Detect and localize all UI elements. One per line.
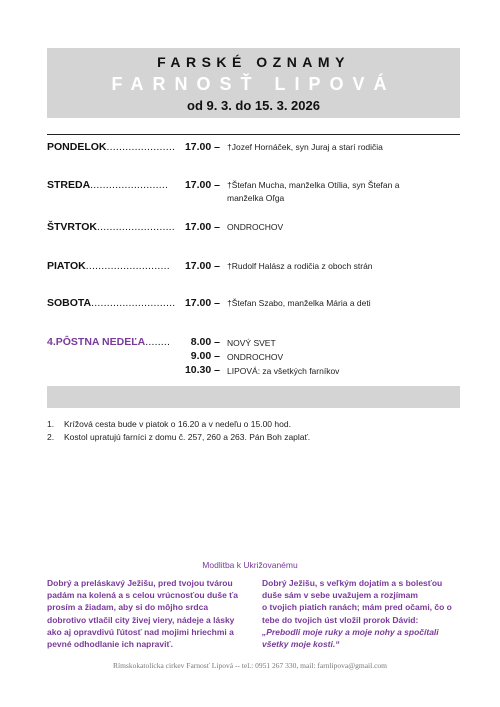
mass-intention: †Rudolf Halász a rodičia z oboch strán: [227, 261, 373, 271]
mass-intention: [227, 179, 399, 205]
day-label: 4.PÔSTNA NEDEĽA: [47, 336, 146, 348]
mass-time: 9.00 –: [190, 350, 220, 362]
header-band: [47, 48, 460, 118]
mass-time: 17.00 –: [184, 179, 220, 191]
mass-time: 10.30 –: [184, 364, 220, 376]
prayer-line: dobrotivo vtlačil city živej viery, nádeje a lásky: [47, 614, 235, 625]
item-number: 1.: [47, 419, 55, 429]
prayer-line: tebe do tvojich úst vložil prorok Dávid:: [262, 614, 419, 625]
prayer-right-column: [262, 577, 452, 650]
prayer-title: Modlitba k Ukrižovanému: [202, 560, 298, 570]
prayer-quote-line: všetky moje kosti.“: [262, 639, 340, 650]
prayer-line: padám na kolená a s celou vrúcnosťou duše ťa: [47, 590, 238, 601]
prayer-left-column: [47, 577, 238, 650]
dot-leader: ......................: [106, 141, 176, 153]
mass-time: 8.00 –: [190, 336, 220, 348]
prayer-line: duše sám v sebe uvažujem a rozjímam: [262, 590, 418, 601]
day-label: STREDA: [47, 179, 91, 191]
day-sunday: [47, 336, 170, 348]
prayer-line: Dobrý Ježišu, s veľkým dojatím a s bolesťou: [262, 578, 443, 588]
list-item: [47, 418, 310, 431]
day-monday: [47, 141, 175, 153]
day-label: PIATOK: [47, 260, 86, 272]
prayer-line: o tvojich piatich ranách; mám pred očami, čo o: [262, 602, 452, 613]
dot-leader: ........: [145, 336, 171, 348]
mass-time: 17.00 –: [184, 221, 220, 233]
item-text: Krížová cesta bude v piatok o 16.20 a v nedeľu o 15.00 hod.: [64, 419, 291, 429]
day-label: SOBOTA: [47, 297, 92, 309]
day-friday: [47, 260, 170, 272]
divider: [47, 134, 460, 135]
prayer-line: ako aj opravdivú ľútosť nad mojimi hriechmi a: [47, 626, 234, 637]
day-label: ŠTVRTOK: [47, 221, 97, 233]
parish-name: FARNOSŤ LIPOVÁ: [111, 74, 396, 94]
section-separator-bar: [47, 386, 460, 408]
dot-leader: ...........................: [85, 260, 170, 272]
announcements-list: [47, 418, 310, 444]
mass-intention: ONDROCHOV: [227, 222, 284, 232]
day-label: PONDELOK: [47, 141, 107, 153]
bulletin-title: FARSKÉ OZNAMY: [157, 54, 350, 70]
item-text: Kostol upratujú farníci z domu č. 257, 260 a 263. Pán Boh zaplať.: [64, 432, 311, 442]
item-number: 2.: [47, 432, 55, 442]
footer-contact: Rímskokatolícka cirkev Farnosť Lipová -- tel.: 0951 267 330, mail: farnlipova@gmail.com: [112, 661, 387, 670]
mass-intention: †Jozef Hornáček, syn Juraj a starí rodičia: [227, 142, 383, 152]
mass-place: ONDROCHOV: [227, 352, 284, 362]
dot-leader: .........................: [96, 221, 175, 233]
mass-place: NOVÝ SVET: [227, 338, 276, 348]
prayer-quote-line: „Prebodli moje ruky a moje nohy a spočítali: [262, 626, 439, 637]
mass-time: 17.00 –: [184, 260, 220, 272]
prayer-line: pevné odhodlanie ich napraviť.: [47, 639, 173, 650]
dot-leader: ...........................: [91, 297, 176, 309]
day-thursday: [47, 221, 175, 233]
mass-time: 17.00 –: [184, 141, 220, 153]
mass-intention: †Štefan Szabo, manželka Mária a deti: [227, 298, 371, 308]
dot-leader: .........................: [90, 179, 169, 191]
prayer-line: Dobrý a preláskavý Ježišu, pred tvojou tvárou: [47, 578, 233, 588]
list-item: [47, 431, 310, 444]
date-range: od 9. 3. do 15. 3. 2026: [187, 98, 320, 113]
intention-line: manželka Oľga: [227, 193, 285, 203]
intention-line: †Štefan Mucha, manželka Otília, syn Štefan a: [227, 180, 400, 190]
day-saturday: [47, 297, 175, 309]
day-wednesday: [47, 179, 168, 191]
mass-place: LIPOVÁ: za všetkých farníkov: [227, 366, 340, 376]
mass-time: 17.00 –: [184, 297, 220, 309]
prayer-line: prosím a žiadam, aby si do môjho srdca: [47, 602, 209, 613]
